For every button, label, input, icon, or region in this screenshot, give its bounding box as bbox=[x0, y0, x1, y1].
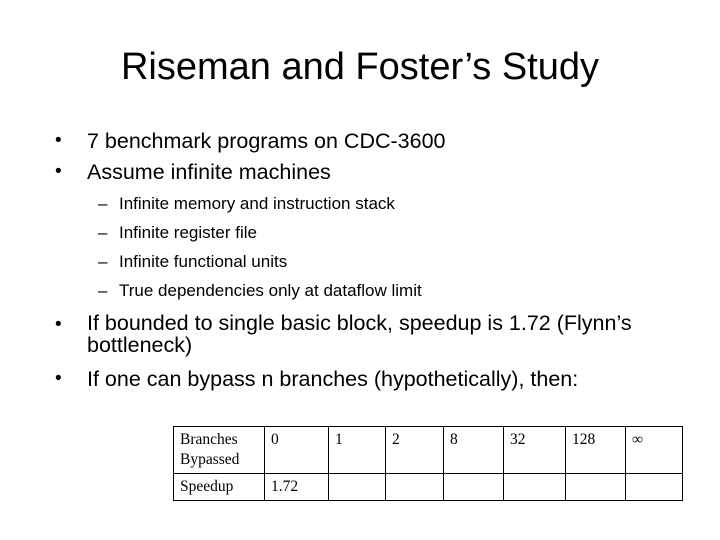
table-cell bbox=[329, 474, 386, 501]
table-cell: 1 bbox=[329, 427, 386, 474]
sub-bullet-text: Infinite register file bbox=[119, 223, 257, 242]
table-cell: 8 bbox=[444, 427, 504, 474]
table-cell: 128 bbox=[566, 427, 626, 474]
table-cell bbox=[504, 474, 566, 501]
bullet-text: Assume infinite machines bbox=[87, 160, 331, 184]
bullet-marker: • bbox=[55, 314, 62, 335]
row-header-speedup: Speedup bbox=[174, 474, 265, 501]
table-row bbox=[174, 427, 683, 474]
table-cell bbox=[566, 474, 626, 501]
table-cell: 1.72 bbox=[265, 474, 329, 501]
bullet-marker: • bbox=[55, 368, 62, 389]
dash-marker: – bbox=[98, 281, 108, 300]
bullet-marker: • bbox=[55, 161, 62, 182]
table-cell bbox=[386, 474, 444, 501]
table-cell: ∞ bbox=[626, 427, 683, 474]
bullet-marker: • bbox=[55, 130, 62, 151]
slide-title: Riseman and Foster’s Study bbox=[120, 46, 600, 88]
bullet-text: 7 benchmark programs on CDC-3600 bbox=[87, 129, 446, 153]
dash-marker: – bbox=[98, 223, 108, 242]
row-header-branches: Branches Bypassed bbox=[174, 427, 265, 474]
sub-bullet-text: True dependencies only at dataflow limit bbox=[119, 281, 422, 300]
table-cell: 2 bbox=[386, 427, 444, 474]
dash-marker: – bbox=[98, 252, 108, 271]
bullet-text: If bounded to single basic block, speedup is 1.72 (Flynn’s bottleneck) bbox=[87, 311, 632, 357]
sub-bullet-text: Infinite functional units bbox=[119, 252, 288, 271]
table-cell: 32 bbox=[504, 427, 566, 474]
sub-bullet-text: Infinite memory and instruction stack bbox=[119, 194, 395, 213]
table-row bbox=[174, 474, 683, 501]
dash-marker: – bbox=[98, 194, 108, 213]
table-cell: 0 bbox=[265, 427, 329, 474]
bullet-text: If one can bypass n branches (hypothetically), then: bbox=[87, 367, 579, 391]
speedup-table bbox=[173, 426, 683, 501]
table-cell bbox=[626, 474, 683, 501]
table-cell bbox=[444, 474, 504, 501]
